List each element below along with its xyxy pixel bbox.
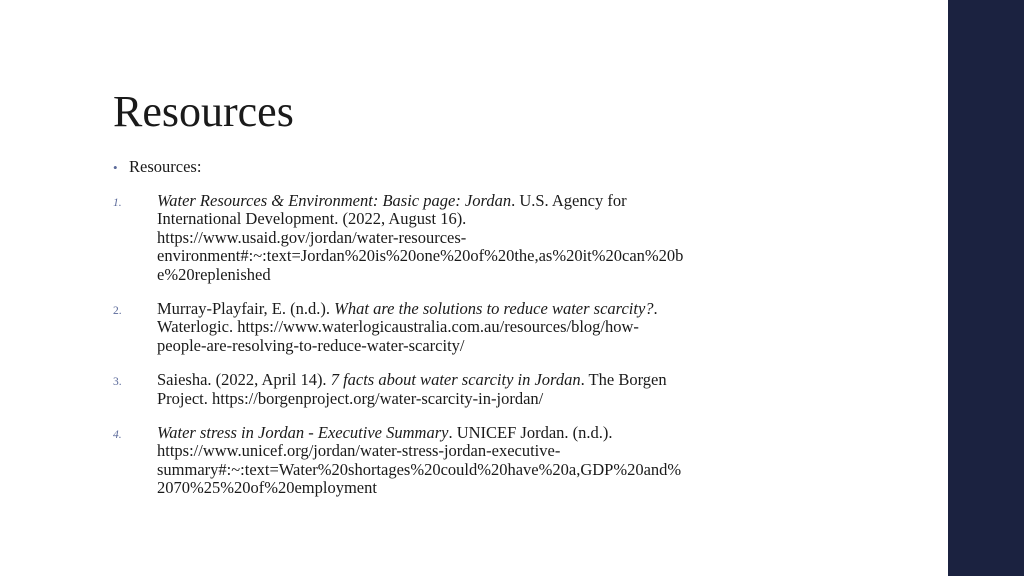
reference-url-line: Project. https://borgenproject.org/water-scarcity-in-jordan/ — [157, 388, 544, 408]
reference-item — [113, 192, 823, 284]
reference-title: Water Resources & Environment: Basic page: Jordan — [157, 191, 512, 210]
reference-number: 4. — [113, 429, 122, 442]
reference-url-line: e%20replenished — [157, 264, 271, 284]
reference-number: 3. — [113, 376, 122, 389]
reference-url-line: environment#:~:text=Jordan%20is%20one%20of%20the,as%20it%20can%20b — [157, 246, 684, 266]
reference-item — [113, 424, 823, 498]
reference-text — [157, 371, 823, 408]
reference-number: 2. — [113, 305, 122, 318]
reference-text — [157, 424, 823, 498]
reference-text — [157, 300, 823, 355]
reference-line — [157, 300, 823, 318]
bullet-text: Resources: — [129, 157, 202, 176]
reference-url-line: people-are-resolving-to-reduce-water-scarcity/ — [157, 335, 465, 355]
bullet-dot-icon: • — [113, 160, 118, 175]
reference-url-line: 2070%25%20of%20employment — [157, 478, 377, 498]
reference-url-line: summary#:~:text=Water%20shortages%20could%20have%20a,GDP%20and% — [157, 459, 682, 479]
reference-text — [157, 192, 823, 284]
reference-url-line: https://www.usaid.gov/jordan/water-resources- — [157, 227, 467, 247]
reference-line — [157, 424, 823, 442]
reference-segment: . The Borgen — [580, 370, 667, 390]
reference-title: What are the solutions to reduce water scarcity? — [334, 299, 654, 319]
reference-title: 7 facts about water scarcity in Jordan — [330, 370, 581, 390]
reference-line — [157, 371, 823, 389]
bullet-item — [113, 156, 201, 178]
reference-url-line: https://www.unicef.org/jordan/water-stress-jordan-executive- — [157, 441, 561, 461]
reference-segment: Murray-Playfair, E. (n.d.). — [157, 299, 335, 319]
reference-number: 1. — [113, 197, 122, 209]
reference-segment: . U.S. Agency for — [511, 191, 627, 210]
reference-url-line: Waterlogic. https://www.waterlogicaustralia.com.au/resources/blog/how- — [157, 317, 639, 337]
reference-segment: . — [653, 299, 658, 319]
reference-list — [113, 192, 823, 514]
slide-title: Resources — [113, 87, 294, 136]
reference-item — [113, 371, 823, 408]
reference-segment: . UNICEF Jordan. (n.d.). — [448, 423, 613, 443]
reference-title: Water stress in Jordan - Executive Summary — [157, 423, 449, 443]
reference-item — [113, 300, 823, 355]
side-accent-band — [948, 0, 1024, 576]
reference-segment: Saiesha. (2022, April 14). — [157, 370, 331, 390]
reference-line: International Development. (2022, August 16). — [157, 209, 467, 229]
reference-line — [157, 192, 823, 210]
